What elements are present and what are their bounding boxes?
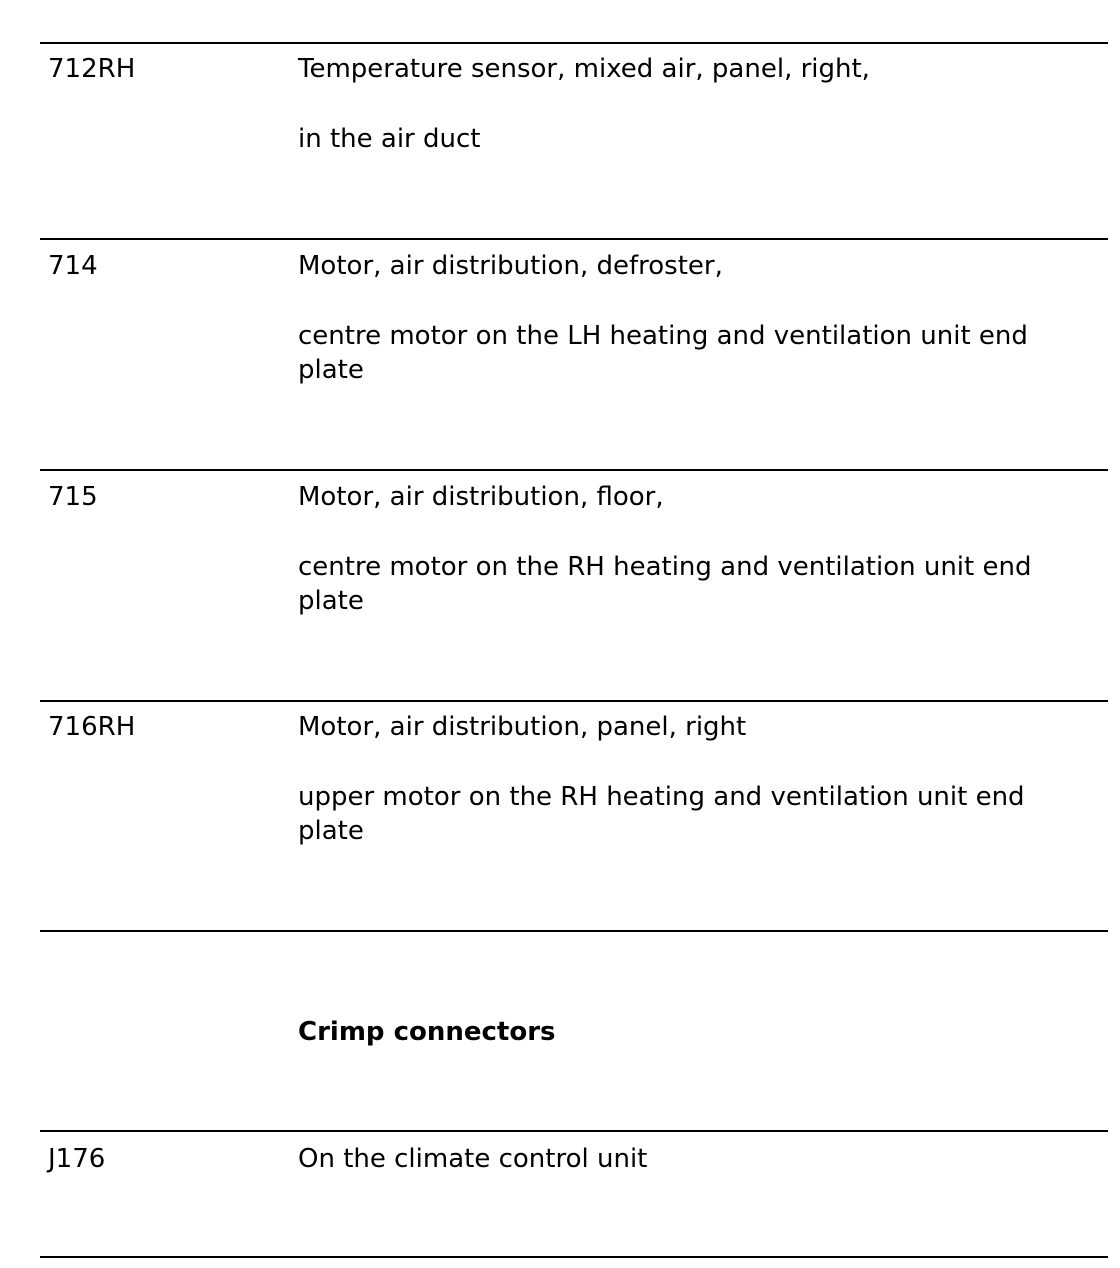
component-description bbox=[298, 52, 1098, 156]
table-divider bbox=[40, 930, 1108, 932]
table-divider bbox=[40, 700, 1108, 702]
table-divider bbox=[40, 469, 1108, 471]
table-divider bbox=[40, 1130, 1108, 1132]
component-description bbox=[298, 249, 1098, 387]
component-code: 714 bbox=[48, 251, 98, 281]
description-title: Motor, air distribution, floor, bbox=[298, 482, 664, 512]
description-location: centre motor on the LH heating and ventilation unit end plate bbox=[298, 321, 1028, 385]
description-title: On the climate control unit bbox=[298, 1144, 648, 1174]
section-heading: Crimp connectors bbox=[298, 1017, 556, 1047]
component-code: 712RH bbox=[48, 54, 136, 84]
component-code: J176 bbox=[48, 1144, 106, 1174]
component-description bbox=[298, 710, 1098, 848]
component-code: 715 bbox=[48, 482, 98, 512]
component-code: 716RH bbox=[48, 712, 136, 742]
table-divider bbox=[40, 238, 1108, 240]
description-location: upper motor on the RH heating and ventilation unit end plate bbox=[298, 782, 1025, 846]
description-title: Temperature sensor, mixed air, panel, right, bbox=[298, 54, 870, 84]
description-location: in the air duct bbox=[298, 124, 481, 154]
description-title: Motor, air distribution, panel, right bbox=[298, 712, 747, 742]
component-description bbox=[298, 1142, 1098, 1176]
table-divider bbox=[40, 1256, 1108, 1258]
table-divider bbox=[40, 42, 1108, 44]
component-description bbox=[298, 480, 1098, 618]
description-location: centre motor on the RH heating and ventilation unit end plate bbox=[298, 552, 1032, 616]
description-title: Motor, air distribution, defroster, bbox=[298, 251, 723, 281]
